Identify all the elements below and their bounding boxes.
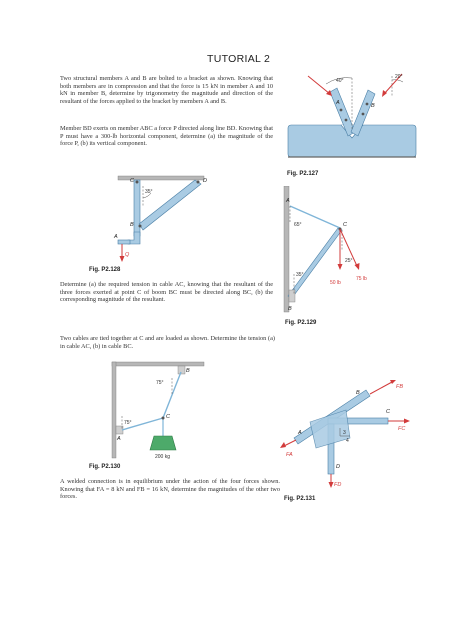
wall bbox=[112, 362, 116, 458]
figure-p2-129 bbox=[282, 186, 372, 318]
arrow-head bbox=[120, 256, 125, 262]
figure-p2-127 bbox=[286, 70, 420, 178]
problem-131-text: A welded connection is in equilibrium under the action of the four forces shown. Knowing that FA = 8 kN and FB = 16 kN, determine the magnitudes of the other two forces. bbox=[60, 478, 280, 501]
bolt bbox=[362, 113, 365, 116]
caption-p2-127: Fig. P2.127 bbox=[287, 171, 319, 177]
label-3: 3 bbox=[343, 430, 346, 436]
support-b bbox=[178, 366, 185, 374]
label-b: B bbox=[130, 222, 134, 228]
caption-p2-129: Fig. P2.129 bbox=[285, 320, 317, 326]
caption-p2-130: Fig. P2.130 bbox=[89, 464, 121, 470]
caption-p2-128: Fig. P2.128 bbox=[89, 267, 121, 273]
label-65: 65° bbox=[294, 222, 302, 228]
pin-b bbox=[139, 225, 142, 228]
label-b: B bbox=[186, 368, 190, 374]
label-c: C bbox=[343, 222, 347, 228]
label-40: 40° bbox=[336, 78, 344, 84]
load-weight bbox=[150, 436, 176, 450]
angle-arc-b bbox=[392, 80, 403, 82]
label-35: 35° bbox=[296, 272, 304, 278]
ceiling bbox=[112, 362, 204, 366]
figure-p2-131 bbox=[280, 380, 414, 496]
member-arm bbox=[118, 240, 130, 244]
arrow-head bbox=[338, 264, 343, 270]
boom-bc bbox=[288, 228, 342, 298]
label-fd: FD bbox=[334, 482, 342, 488]
bolt bbox=[340, 109, 343, 112]
problem-128-text: Member BD exerts on member ABC a force P directed along line BD. Knowing that P must have a 300-lb horizontal component, determine (a) the magnitude of the force P, (b) its vertical component. bbox=[60, 125, 273, 148]
force-fb bbox=[370, 382, 392, 394]
caption-p2-131: Fig. P2.131 bbox=[284, 496, 316, 502]
member-bd bbox=[139, 180, 201, 230]
label-a: A bbox=[286, 198, 290, 204]
label-q: Q bbox=[125, 252, 130, 258]
label-25: 25° bbox=[345, 258, 353, 264]
label-d: D bbox=[336, 464, 340, 470]
arrow-head bbox=[355, 263, 360, 270]
gusset-plate bbox=[310, 410, 350, 448]
label-c: C bbox=[386, 409, 390, 415]
label-b: B bbox=[371, 103, 375, 109]
label-a: A bbox=[114, 234, 118, 240]
label-4: 4 bbox=[346, 438, 349, 444]
label-200kg: 200 kg bbox=[155, 454, 171, 460]
problem-130-text: Two cables are tied together at C and are loaded as shown. Determine the tension (a) in cable AC, (b) in cable BC. bbox=[60, 335, 275, 350]
label-fb: FB bbox=[396, 384, 404, 390]
problem-127-text: Two structural members A and B are bolted to a bracket as shown. Knowing that both members are in compression and that the force is 15 kN in member A and 10 kN in member B, determine by trigonometry the magnitude and direction of the resultant of the forces applied to the bracket by members A and B. bbox=[60, 75, 273, 105]
label-fc: FC bbox=[398, 426, 406, 432]
label-c: C bbox=[130, 178, 134, 184]
problem-129-text: Determine (a) the required tension in cable AC, knowing that the resultant of the three forces exerted at point C of boom BC must be directed along BC, (b) the corresponding magnitude of the resultant. bbox=[60, 281, 273, 304]
label-50lb: 50 lb bbox=[330, 280, 341, 286]
label-75-top: 75° bbox=[156, 380, 164, 386]
force-arrow-a bbox=[308, 76, 330, 94]
arrow-head bbox=[280, 442, 286, 448]
label-75-left: 75° bbox=[124, 420, 132, 426]
label-20: 20° bbox=[395, 74, 403, 80]
point-c bbox=[162, 417, 165, 420]
member-vertical bbox=[134, 180, 140, 236]
label-35: 35° bbox=[145, 189, 153, 195]
label-a: A bbox=[117, 436, 121, 442]
wall bbox=[284, 186, 289, 312]
figure-p2-130 bbox=[108, 360, 212, 464]
pin-d bbox=[197, 181, 200, 184]
pin-c bbox=[136, 181, 139, 184]
label-a: A bbox=[298, 430, 302, 436]
bolt bbox=[366, 103, 369, 106]
label-a: A bbox=[336, 100, 340, 106]
label-d: D bbox=[203, 178, 207, 184]
label-b: B bbox=[288, 306, 292, 312]
force-fa bbox=[284, 440, 296, 446]
page-title: TUTORIAL 2 bbox=[207, 53, 271, 65]
label-75lb: 75 lb bbox=[356, 276, 367, 282]
bolt bbox=[345, 119, 348, 122]
label-c: C bbox=[166, 414, 170, 420]
arrow-head bbox=[404, 419, 410, 424]
arrow-head bbox=[329, 482, 334, 488]
figure-p2-128 bbox=[112, 172, 212, 270]
label-b: B bbox=[356, 390, 360, 396]
label-fa: FA bbox=[286, 452, 293, 458]
